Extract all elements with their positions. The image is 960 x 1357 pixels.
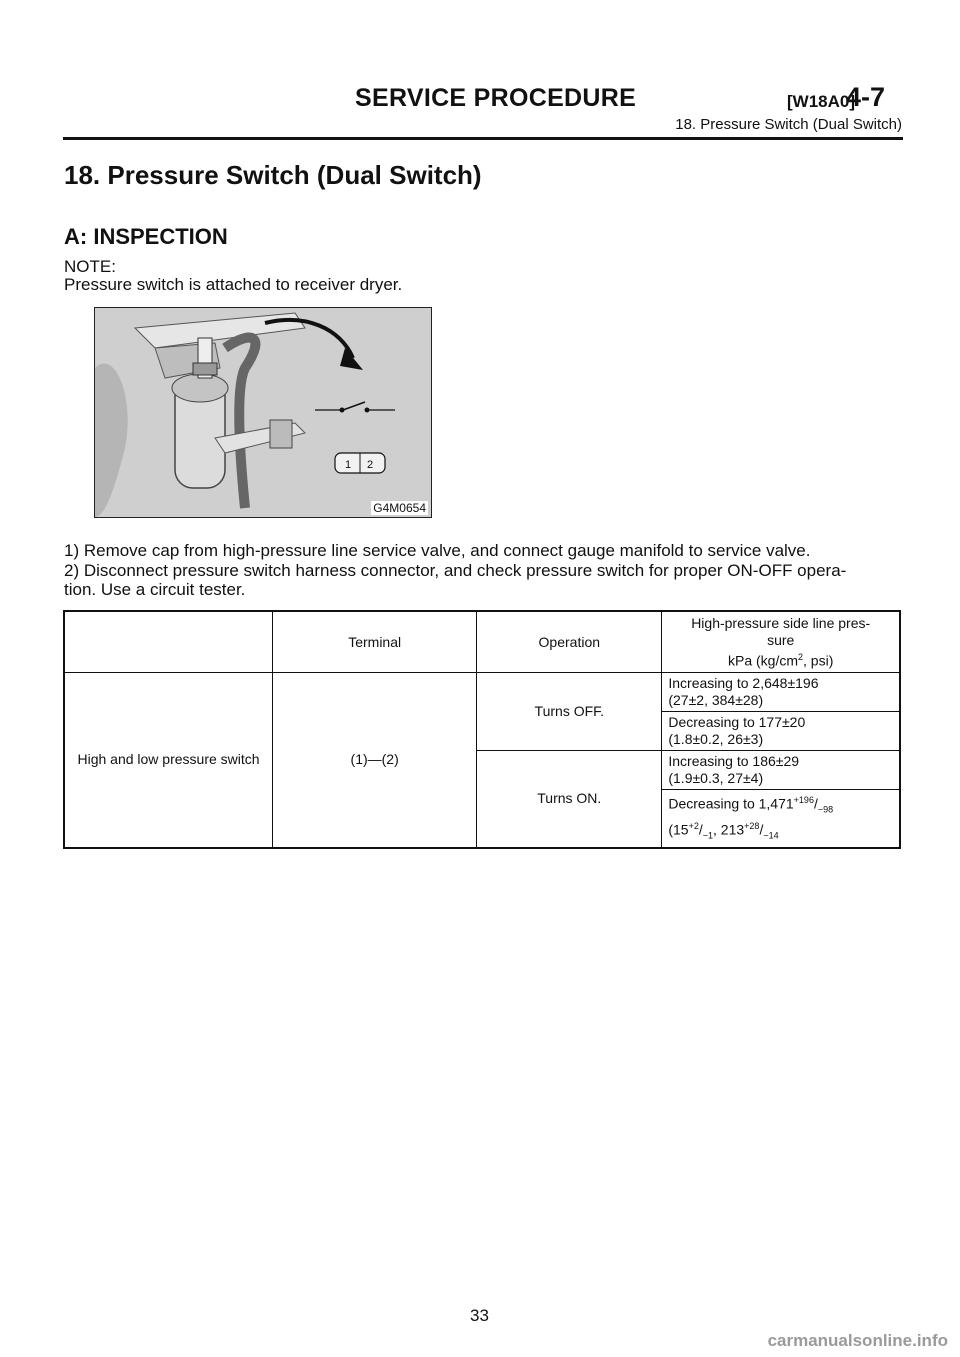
value-4b-slash2: /	[759, 822, 764, 839]
header-rule	[63, 137, 903, 140]
header-pressure	[662, 611, 900, 673]
connector-pin-2: 2	[367, 459, 374, 471]
step-2-line-1: 2) Disconnect pressure switch harness connector, and check pressure switch for proper ON-OFF opera-	[64, 561, 847, 580]
header-terminal: Terminal	[273, 611, 477, 673]
figure-illustration	[95, 308, 431, 517]
table-row	[64, 673, 900, 712]
header-pressure-line-2: sure	[767, 631, 795, 648]
value-4b-open: (15	[668, 822, 689, 839]
value-4-line-1	[668, 792, 893, 818]
value-4-line-2	[668, 818, 893, 844]
value-4-slash: /	[813, 795, 818, 812]
note-text: Pressure switch is attached to receiver dryer.	[64, 275, 403, 294]
note-label: NOTE:	[64, 257, 116, 276]
header-pressure-superscript: 2	[798, 651, 804, 662]
header-pressure-line-1: High-pressure side line pres-	[691, 614, 871, 631]
figure-code: G4M0654	[373, 501, 426, 515]
header-operation: Operation	[477, 611, 662, 673]
header-title: SERVICE PROCEDURE	[355, 84, 637, 112]
value-cell-3	[662, 751, 900, 790]
value-2-line-1: Decreasing to 177±20	[668, 714, 806, 730]
header-chapter: 4-7	[846, 82, 886, 112]
header-empty-cell	[64, 611, 273, 673]
value-3-line-1: Increasing to 186±29	[668, 753, 800, 769]
step-2	[64, 561, 904, 599]
value-4b-mid: , 213	[713, 822, 745, 839]
row-label: High and low pressure switch	[64, 673, 273, 848]
header-code: [W18A0]	[787, 92, 856, 111]
value-4b-sup2: +28	[744, 821, 760, 832]
operation-off: Turns OFF.	[477, 673, 662, 751]
value-2-line-2: (1.8±0.2, 26±3)	[668, 731, 764, 747]
value-4-sub: −98	[817, 804, 834, 815]
page-number: 33	[470, 1306, 489, 1325]
operation-on: Turns ON.	[477, 751, 662, 848]
row-terminal: (1)—(2)	[273, 673, 477, 848]
value-cell-4	[662, 790, 900, 848]
subsection-title: A: INSPECTION	[64, 224, 228, 249]
step-1: 1) Remove cap from high-pressure line service valve, and connect gauge manifold to service valve.	[64, 541, 811, 560]
header-pressure-line-3a: kPa (kg/cm	[727, 652, 798, 669]
value-4b-sub1: −1	[702, 830, 714, 841]
value-3-line-2: (1.9±0.3, 27±4)	[668, 770, 764, 786]
value-4-main: Decreasing to 1,471	[668, 795, 794, 812]
header-subtitle: 18. Pressure Switch (Dual Switch)	[675, 116, 902, 133]
pressure-switch-figure	[94, 307, 432, 518]
watermark: carmanualsonline.info	[767, 1331, 948, 1350]
inspection-table	[63, 610, 901, 849]
table-header-row	[64, 611, 900, 673]
value-1-line-1: Increasing to 2,648±196	[668, 675, 819, 691]
value-cell-1	[662, 673, 900, 712]
value-cell-2	[662, 712, 900, 751]
value-4b-slash1: /	[698, 822, 703, 839]
section-title: 18. Pressure Switch (Dual Switch)	[64, 160, 482, 190]
header-pressure-line-3b: , psi)	[803, 652, 834, 669]
step-2-line-2: tion. Use a circuit tester.	[64, 580, 246, 599]
connector-pin-1: 1	[345, 459, 352, 471]
value-4b-sup1: +2	[688, 821, 699, 832]
value-4-sup: +196	[793, 795, 814, 805]
value-1-line-2: (27±2, 384±28)	[668, 692, 764, 708]
value-4b-sub2: −14	[763, 830, 779, 841]
